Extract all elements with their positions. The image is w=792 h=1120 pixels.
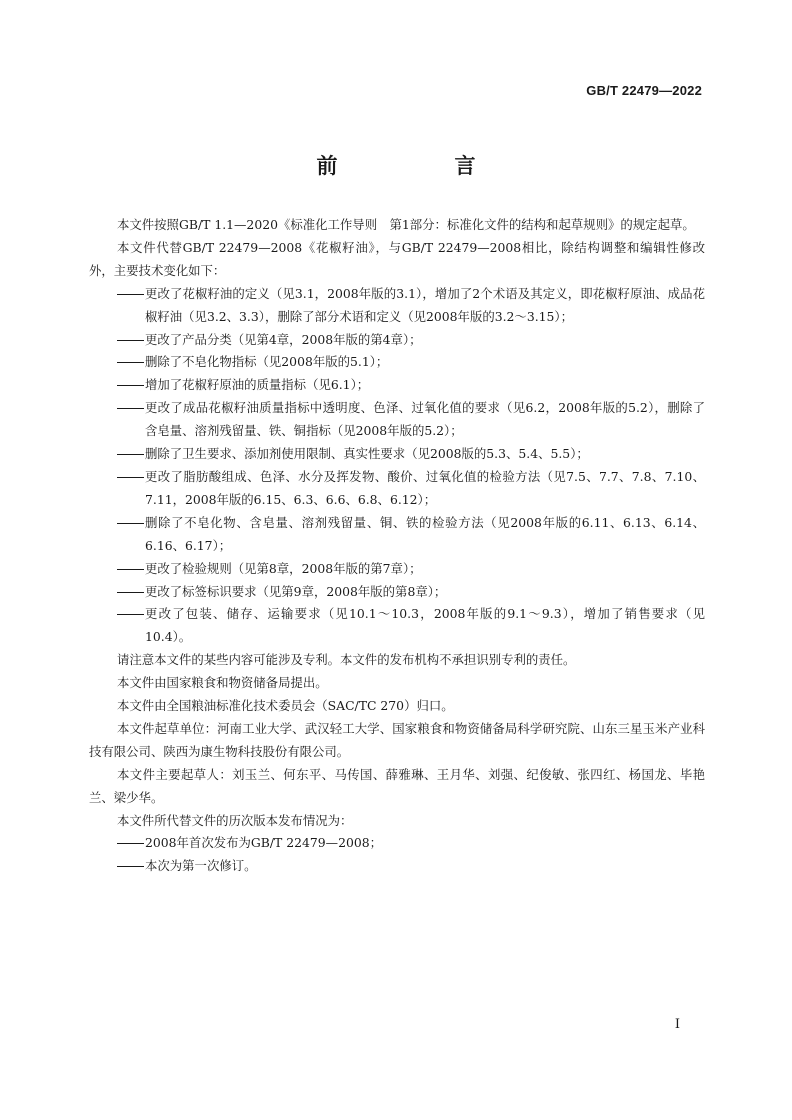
list-item: [89, 512, 705, 558]
list-item-text: 更改了成品花椒籽油质量指标中透明度、色泽、过氧化值的要求（见6.2，2008年版的5.2），删除了含皂量、溶剂残留量、铁、铜指标（见2008年版的5.2）；: [145, 400, 705, 439]
paragraph: 本文件主要起草人：刘玉兰、何东平、马传国、薛雅琳、王月华、刘强、纪俊敏、张四红、杨国龙、毕艳兰、梁少华。: [89, 766, 705, 805]
page-title: 前 言: [316, 154, 524, 178]
list-item-text: 更改了标签标识要求（见第9章，2008年版的第8章）；: [145, 583, 447, 599]
paragraph: 本文件由全国粮油标准化技术委员会（SAC/TC 270）归口。: [117, 698, 454, 714]
list-item: [89, 329, 705, 352]
list-item: [89, 581, 705, 604]
list-item: [89, 855, 705, 878]
em-dash-marker: [117, 592, 144, 593]
list-item: [89, 466, 705, 512]
paragraph: 请注意本文件的某些内容可能涉及专利。本文件的发布机构不承担识别专利的责任。: [117, 652, 576, 668]
list-item-text: 更改了产品分类（见第4章，2008年版的第4章）；: [145, 331, 422, 347]
list-item: [89, 283, 705, 329]
list-item: [89, 374, 705, 397]
em-dash-marker: [117, 385, 144, 386]
list-item: [89, 443, 705, 466]
em-dash-marker: [117, 523, 144, 524]
page-number: I: [674, 1017, 680, 1032]
em-dash-marker: [117, 362, 144, 363]
paragraph: 本文件起草单位：河南工业大学、武汉轻工大学、国家粮食和物资储备局科学研究院、山东三星玉米产业科技有限公司、陕西为康生物科技股份有限公司。: [89, 720, 705, 759]
list-item-text: 本次为第一次修订。: [145, 858, 257, 874]
list-item: [89, 603, 705, 649]
paragraph: 本文件代替GB/T 22479—2008《花椒籽油》，与GB/T 22479—2008相比，除结构调整和编辑性修改外，主要技术变化如下：: [89, 239, 705, 278]
em-dash-marker: [117, 569, 144, 570]
list-item-text: 删除了不皂化物、含皂量、溶剂残留量、铜、铁的检验方法（见2008年版的6.11、6.13、6.14、6.16、6.17）；: [145, 514, 705, 553]
list-item: [89, 558, 705, 581]
em-dash-marker: [117, 843, 144, 844]
em-dash-marker: [117, 866, 144, 867]
document-body: [89, 214, 705, 878]
list-item-text: 2008年首次发布为GB/T 22479—2008；: [145, 835, 382, 851]
list-item-text: 删除了不皂化物指标（见2008年版的5.1）；: [145, 354, 389, 370]
list-item-text: 删除了卫生要求、添加剂使用限制、真实性要求（见2008版的5.3、5.4、5.5）；: [145, 446, 589, 462]
em-dash-marker: [117, 614, 144, 615]
list-item-text: 更改了包装、储存、运输要求（见10.1～10.3，2008年版的9.1～9.3），增加了销售要求（见10.4）。: [145, 606, 705, 645]
paragraph: 本文件按照GB/T 1.1—2020《标准化工作导则 第1部分：标准化文件的结构和起草规则》的规定起草。: [117, 217, 695, 232]
list-item-text: 更改了脂肪酸组成、色泽、水分及挥发物、酸价、过氧化值的检验方法（见7.5、7.7、7.8、7.10、7.11，2008年版的6.15、6.3、6.6、6.8、6.12）；: [145, 468, 705, 507]
em-dash-marker: [117, 477, 144, 478]
standard-number: GB/T 22479—2022: [586, 83, 702, 98]
list-item-text: 增加了花椒籽原油的质量指标（见6.1）；: [145, 377, 370, 393]
list-item-text: 更改了检验规则（见第8章，2008年版的第7章）；: [145, 560, 422, 576]
em-dash-marker: [117, 294, 144, 295]
list-item-text: 更改了花椒籽油的定义（见3.1，2008年版的3.1），增加了2个术语及其定义，即花椒籽原油、成品花椒籽油（见3.2、3.3），删除了部分术语和定义（见2008年版的3.2～3.15）；: [145, 285, 705, 324]
em-dash-marker: [117, 340, 144, 341]
paragraph: 本文件所代替文件的历次版本发布情况为：: [117, 812, 353, 828]
em-dash-marker: [117, 408, 144, 409]
list-item: [89, 832, 705, 855]
list-item: [89, 351, 705, 374]
list-item: [89, 397, 705, 443]
paragraph: 本文件由国家粮食和物资储备局提出。: [117, 675, 328, 691]
em-dash-marker: [117, 454, 144, 455]
